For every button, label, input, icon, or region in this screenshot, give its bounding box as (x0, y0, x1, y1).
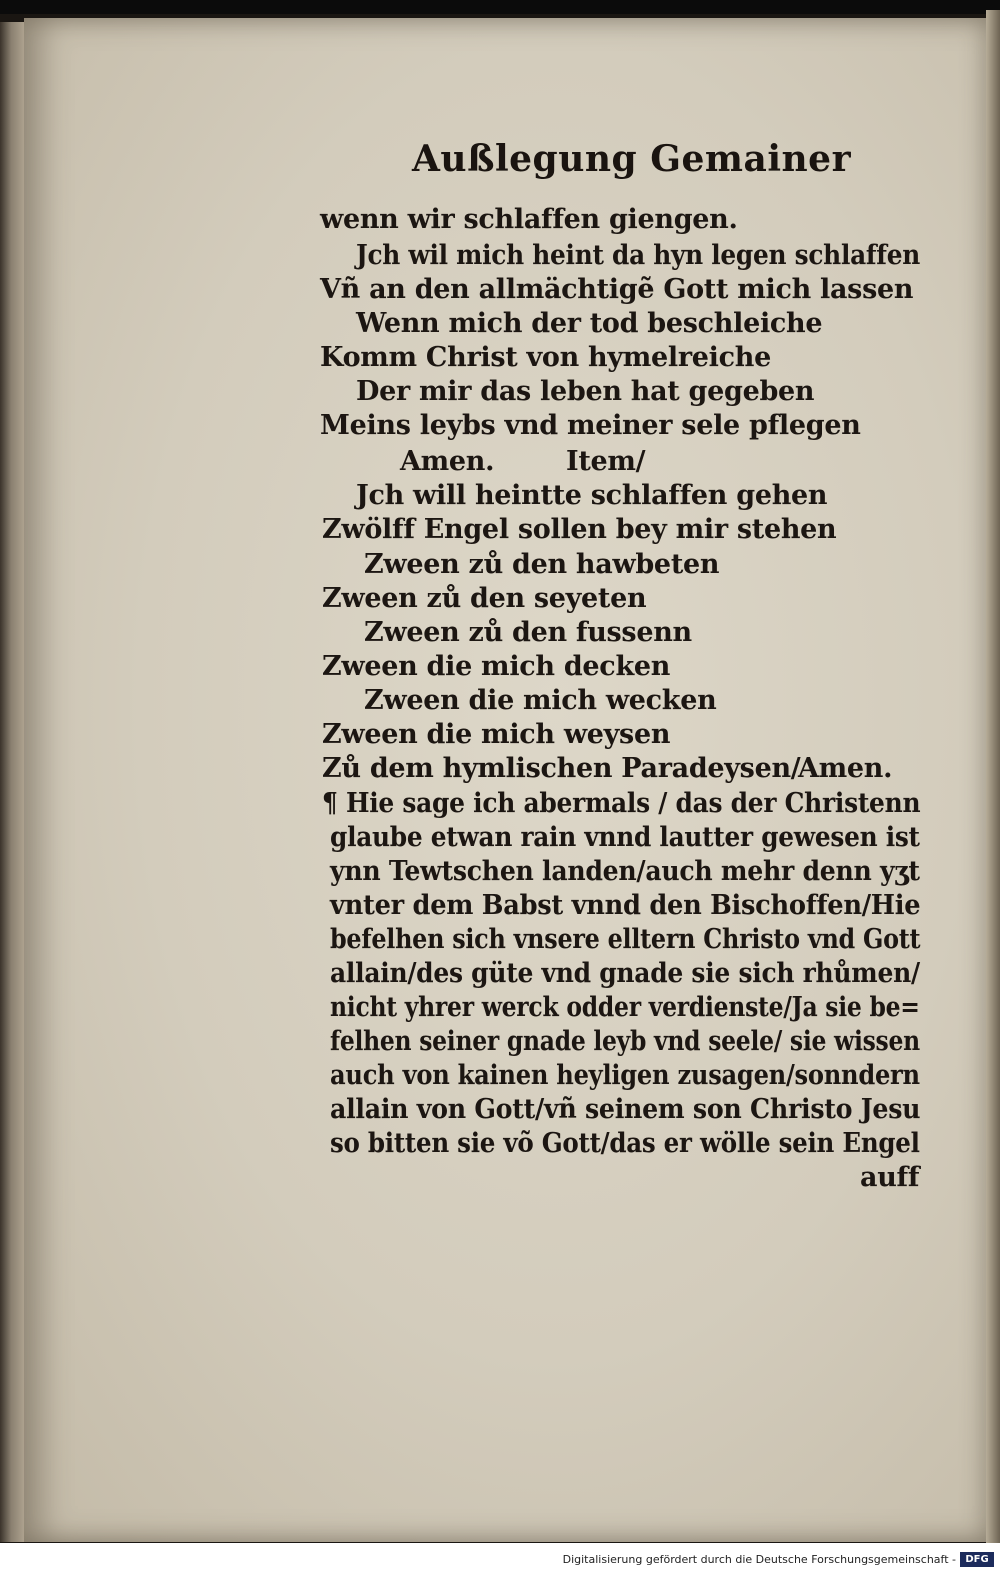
text-line: glaube etwan rain vnnd lautter gewesen ist (330, 822, 920, 853)
text-line: wenn wir schlaffen giengen. (320, 204, 738, 235)
text-line: ynn Tewtschen landen/auch mehr denn yʒt (330, 856, 920, 887)
paradise-line: Zů dem hymlischen Paradeysen/ (322, 753, 801, 784)
text-line: Zween zů den fussenn (364, 617, 692, 648)
text-line: ¶ Hie sage ich abermals / das der Christenn (322, 788, 921, 819)
text-line: Vñ an den allmächtigẽ Gott mich lassen (320, 274, 914, 305)
text-line: auch von kainen heyligen zusagen/sonndern (330, 1060, 920, 1091)
text-line: vnter dem Babst vnnd den Bischoffen/Hie (330, 890, 921, 921)
text-line: Wenn mich der tod beschleiche (356, 308, 823, 339)
amen-word: Amen. (798, 753, 893, 784)
text-line: allain von Gott/vñ seinem son Christo Jesu (330, 1094, 921, 1125)
text-line: Zwölff Engel sollen bey mir stehen (322, 514, 837, 545)
text-line: Der mir das leben hat gegeben (356, 376, 815, 407)
text-line: so bitten sie võ Gott/das er wölle sein Engel (330, 1128, 920, 1159)
funding-credit: Digitalisierung gefördert durch die Deutsche Forschungsgemeinschaft - (562, 1553, 956, 1566)
text-line: befelhen sich vnsere elltern Christo vnd Gott (330, 924, 921, 955)
text-line: Meins leybs vnd meiner sele pflegen (320, 410, 861, 441)
text-line: Zween die mich wecken (364, 685, 717, 716)
text-line: Zween die mich weysen (322, 719, 671, 750)
text-line: Zween zů den seyeten (322, 583, 647, 614)
catchword: auff (860, 1162, 920, 1193)
text-line: Jch will heintte schlaffen gehen (356, 480, 828, 511)
item-word: Item/ (566, 446, 646, 477)
text-line: Zween zů den hawbeten (364, 549, 720, 580)
text-line: Jch wil mich heint da hyn legen schlaffen (356, 240, 920, 271)
text-line: Zween die mich decken (322, 651, 671, 682)
text-line: Komm Christ von hymelreiche (320, 342, 771, 373)
footer-bar (0, 1543, 1000, 1573)
running-title: Außlegung Gemainer (412, 138, 852, 180)
dfg-logo: DFG (960, 1552, 994, 1567)
text-line: felhen seiner gnade leyb vnd seele/ sie wissen (330, 1026, 920, 1057)
text-line: allain/des güte vnd gnade sie sich rhůmen/ (330, 958, 920, 989)
text-line: nicht yhrer werck odder verdienste/Ja sie be= (330, 992, 920, 1023)
amen-word: Amen. (400, 446, 495, 477)
